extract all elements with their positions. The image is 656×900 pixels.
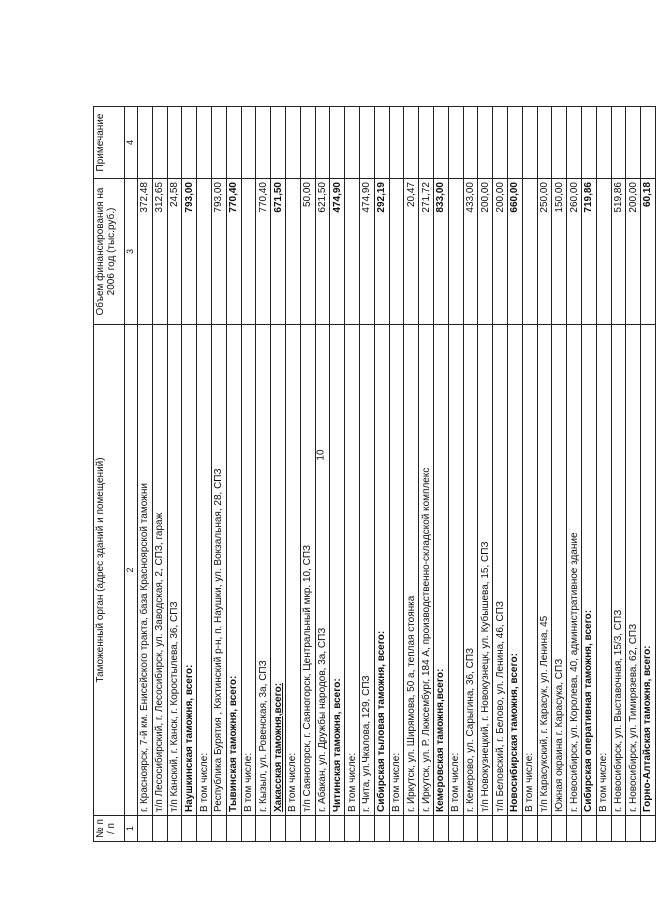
row-note-cell <box>182 107 197 179</box>
row-name-cell: г. Иркутск, ул. Ширямова, 50 а, теплая стоянка <box>404 325 419 816</box>
table-row <box>478 107 493 842</box>
row-note-cell <box>507 107 522 179</box>
row-amount-cell: 200,00 <box>478 179 493 325</box>
row-number-cell <box>241 816 256 842</box>
row-amount-cell: 200,00 <box>493 179 508 325</box>
row-note-cell <box>552 107 567 179</box>
table-body <box>138 107 656 842</box>
row-note-cell <box>404 107 419 179</box>
financing-table <box>93 106 656 842</box>
row-note-cell <box>285 107 300 179</box>
table-row <box>285 107 300 842</box>
table-row <box>611 107 626 842</box>
row-note-cell <box>596 107 611 179</box>
row-number-cell <box>507 816 522 842</box>
row-name-cell: Сибирская тыловая таможня, всего: <box>374 325 389 816</box>
row-note-cell <box>211 107 226 179</box>
row-amount-cell <box>596 179 611 325</box>
header-amount: Объем финансирования на 2006 год (тыс.руб.) <box>94 179 125 325</box>
row-amount-cell: 372,48 <box>138 179 153 325</box>
row-amount-cell <box>522 179 537 325</box>
rotated-table-frame <box>93 107 654 842</box>
row-name-cell: Наушкинская таможня, всего: <box>182 325 197 816</box>
row-number-cell <box>197 816 212 842</box>
row-note-cell <box>359 107 374 179</box>
table-row <box>182 107 197 842</box>
header-num: № п / п <box>94 816 125 842</box>
row-amount-cell: 770,40 <box>256 179 271 325</box>
row-amount-cell: 312,65 <box>152 179 167 325</box>
row-name-cell: В том числе: <box>389 325 404 816</box>
row-name-cell: В том числе: <box>522 325 537 816</box>
row-amount-cell: 719,86 <box>581 179 596 325</box>
row-amount-cell: 50,00 <box>300 179 315 325</box>
row-note-cell <box>152 107 167 179</box>
row-note-cell <box>419 107 434 179</box>
row-number-cell <box>138 816 153 842</box>
row-name-cell: В том числе: <box>241 325 256 816</box>
row-number-cell <box>433 816 448 842</box>
table-row <box>596 107 611 842</box>
header-name: Таможенный орган (адрес зданий и помещений) <box>94 325 125 816</box>
row-note-cell <box>567 107 582 179</box>
row-amount-cell: 260,00 <box>567 179 582 325</box>
table-row <box>152 107 167 842</box>
table-row <box>537 107 552 842</box>
row-amount-cell <box>389 179 404 325</box>
table-row <box>626 107 641 842</box>
row-number-cell <box>567 816 582 842</box>
row-note-cell <box>626 107 641 179</box>
row-name-cell: г. Иркутск, ул. Р. Люксембург, 184 А, производственно-складской комплекс <box>419 325 434 816</box>
row-amount-cell: 292,19 <box>374 179 389 325</box>
table-row <box>463 107 478 842</box>
row-number-cell <box>256 816 271 842</box>
row-number-cell <box>611 816 626 842</box>
table-row <box>581 107 596 842</box>
row-name-cell: Хакасская таможня,всего: <box>271 325 286 816</box>
row-amount-cell: 433,00 <box>463 179 478 325</box>
row-number-cell <box>345 816 360 842</box>
table-row <box>552 107 567 842</box>
header-row <box>94 107 125 842</box>
row-name-cell: т/п Новокузнецкий, г. Новокузнецк, ул. Кубышева, 15, СПЗ <box>478 325 493 816</box>
row-amount-cell: 671,50 <box>271 179 286 325</box>
table-row <box>419 107 434 842</box>
column-index-2: 2 <box>125 325 138 816</box>
row-name-cell: т/п Карасукский, г. Карасук, ул. Ленина, 45 <box>537 325 552 816</box>
row-number-cell <box>641 816 656 842</box>
row-number-cell <box>448 816 463 842</box>
table-row <box>507 107 522 842</box>
row-amount-cell: 271,72 <box>419 179 434 325</box>
row-note-cell <box>167 107 182 179</box>
row-note-cell <box>389 107 404 179</box>
row-amount-cell: 519,86 <box>611 179 626 325</box>
row-amount-cell <box>197 179 212 325</box>
row-note-cell <box>271 107 286 179</box>
row-note-cell <box>537 107 552 179</box>
table-row <box>138 107 153 842</box>
table-row <box>522 107 537 842</box>
row-number-cell <box>404 816 419 842</box>
page-number: 10 <box>315 449 327 461</box>
row-name-cell: В том числе: <box>345 325 360 816</box>
row-number-cell <box>226 816 241 842</box>
table-row <box>493 107 508 842</box>
table-row <box>211 107 226 842</box>
row-note-cell <box>522 107 537 179</box>
table-row <box>567 107 582 842</box>
row-note-cell <box>611 107 626 179</box>
row-name-cell: Новосибирская таможня, всего: <box>507 325 522 816</box>
table-row <box>167 107 182 842</box>
row-note-cell <box>448 107 463 179</box>
column-index-4: 4 <box>125 107 138 179</box>
row-number-cell <box>478 816 493 842</box>
table-row <box>374 107 389 842</box>
row-amount-cell: 200,00 <box>626 179 641 325</box>
row-number-cell <box>537 816 552 842</box>
table-row <box>330 107 345 842</box>
table-row <box>448 107 463 842</box>
row-amount-cell: 474,90 <box>330 179 345 325</box>
row-name-cell: Тывинская таможня, всего: <box>226 325 241 816</box>
row-amount-cell: 250,00 <box>537 179 552 325</box>
row-note-cell <box>138 107 153 179</box>
row-name-cell: В том числе: <box>285 325 300 816</box>
row-number-cell <box>374 816 389 842</box>
row-note-cell <box>493 107 508 179</box>
table-row <box>300 107 315 842</box>
row-number-cell <box>359 816 374 842</box>
row-number-cell <box>271 816 286 842</box>
row-amount-cell: 621,50 <box>315 179 330 325</box>
row-name-cell: Кемеровская таможня,всего: <box>433 325 448 816</box>
row-number-cell <box>581 816 596 842</box>
row-name-cell: Горно-Алтайская таможня, всего: <box>641 325 656 816</box>
row-number-cell <box>211 816 226 842</box>
row-number-cell <box>315 816 330 842</box>
row-note-cell <box>345 107 360 179</box>
table-row <box>241 107 256 842</box>
row-note-cell <box>330 107 345 179</box>
table-row <box>256 107 271 842</box>
row-name-cell: В том числе: <box>448 325 463 816</box>
row-note-cell <box>315 107 330 179</box>
row-name-cell: г. Новосибирск, ул. Выставочная, 15/3, СПЗ <box>611 325 626 816</box>
row-name-cell: Сибирская оперативная таможня, всего: <box>581 325 596 816</box>
row-name-cell: г. Кемерово, ул. Сарыгина, 36, СПЗ <box>463 325 478 816</box>
row-amount-cell <box>345 179 360 325</box>
row-name-cell: г. Новосибирск, ул. Тимирязева, 62, СПЗ <box>626 325 641 816</box>
row-note-cell <box>256 107 271 179</box>
row-name-cell: г. Красноярск, 7-й км. Енисейского тракта, база Красноярской таможни <box>138 325 153 816</box>
row-amount-cell <box>241 179 256 325</box>
row-name-cell: г. Абакан, ул. Дружбы народов, 3а, СПЗ <box>315 325 330 816</box>
row-number-cell <box>300 816 315 842</box>
row-amount-cell: 770,40 <box>226 179 241 325</box>
table-row <box>433 107 448 842</box>
row-name-cell: Читинская таможня, всего: <box>330 325 345 816</box>
row-number-cell <box>522 816 537 842</box>
header-note: Примечание <box>94 107 125 179</box>
row-number-cell <box>152 816 167 842</box>
row-amount-cell: 20,47 <box>404 179 419 325</box>
table-row <box>641 107 656 842</box>
row-amount-cell: 150,00 <box>552 179 567 325</box>
row-name-cell: т/п Лесосибирский, г. Лесосибирск, ул. Заводская, 2, СПЗ, гараж <box>152 325 167 816</box>
row-amount-cell <box>285 179 300 325</box>
row-number-cell <box>167 816 182 842</box>
row-amount-cell: 60,18 <box>641 179 656 325</box>
row-note-cell <box>300 107 315 179</box>
row-number-cell <box>626 816 641 842</box>
row-name-cell: В том числе: <box>197 325 212 816</box>
row-note-cell <box>641 107 656 179</box>
row-number-cell <box>182 816 197 842</box>
row-name-cell: Южная окраина г. Карасука, СПЗ <box>552 325 567 816</box>
table-row <box>315 107 330 842</box>
row-name-cell: В том числе: <box>596 325 611 816</box>
table-row <box>271 107 286 842</box>
row-note-cell <box>374 107 389 179</box>
row-number-cell <box>389 816 404 842</box>
row-note-cell <box>226 107 241 179</box>
row-note-cell <box>463 107 478 179</box>
table-row <box>197 107 212 842</box>
column-index-3: 3 <box>125 179 138 325</box>
row-name-cell: г. Кызыл, ул. Ровенская, 3а, СПЗ <box>256 325 271 816</box>
row-amount-cell: 474,90 <box>359 179 374 325</box>
row-amount-cell: 793,00 <box>211 179 226 325</box>
row-number-cell <box>552 816 567 842</box>
row-amount-cell: 24,58 <box>167 179 182 325</box>
row-note-cell <box>197 107 212 179</box>
row-number-cell <box>463 816 478 842</box>
row-amount-cell: 793,00 <box>182 179 197 325</box>
row-name-cell: т/п Беловский, г. Белово, ул. Ленина, 46, СПЗ <box>493 325 508 816</box>
row-note-cell <box>478 107 493 179</box>
row-number-cell <box>493 816 508 842</box>
row-number-cell <box>596 816 611 842</box>
row-amount-cell: 660,00 <box>507 179 522 325</box>
row-note-cell <box>241 107 256 179</box>
row-amount-cell <box>448 179 463 325</box>
row-name-cell: г. Чита, ул.Чкалова, 129, СПЗ <box>359 325 374 816</box>
row-note-cell <box>581 107 596 179</box>
row-number-cell <box>330 816 345 842</box>
row-amount-cell: 833,00 <box>433 179 448 325</box>
row-number-cell <box>419 816 434 842</box>
table-row <box>345 107 360 842</box>
row-name-cell: т/п Канский, г. Канск, г. Коростылева, 36, СПЗ <box>167 325 182 816</box>
column-index-row <box>125 107 138 842</box>
column-index-1: 1 <box>125 816 138 842</box>
table-row <box>404 107 419 842</box>
table-row <box>389 107 404 842</box>
row-name-cell: г. Новосибирск, ул. Королева, 40, административное здание <box>567 325 582 816</box>
row-number-cell <box>285 816 300 842</box>
table-row <box>359 107 374 842</box>
row-note-cell <box>433 107 448 179</box>
row-name-cell: т/п Саяногорск, г. Саяногорск, Центральный мкр. 10, СПЗ <box>300 325 315 816</box>
table-row <box>226 107 241 842</box>
row-name-cell: Республика Бурятия , Кяхтинский р-н, п. Наушки, ул. Вокзальная, 28, СПЗ <box>211 325 226 816</box>
